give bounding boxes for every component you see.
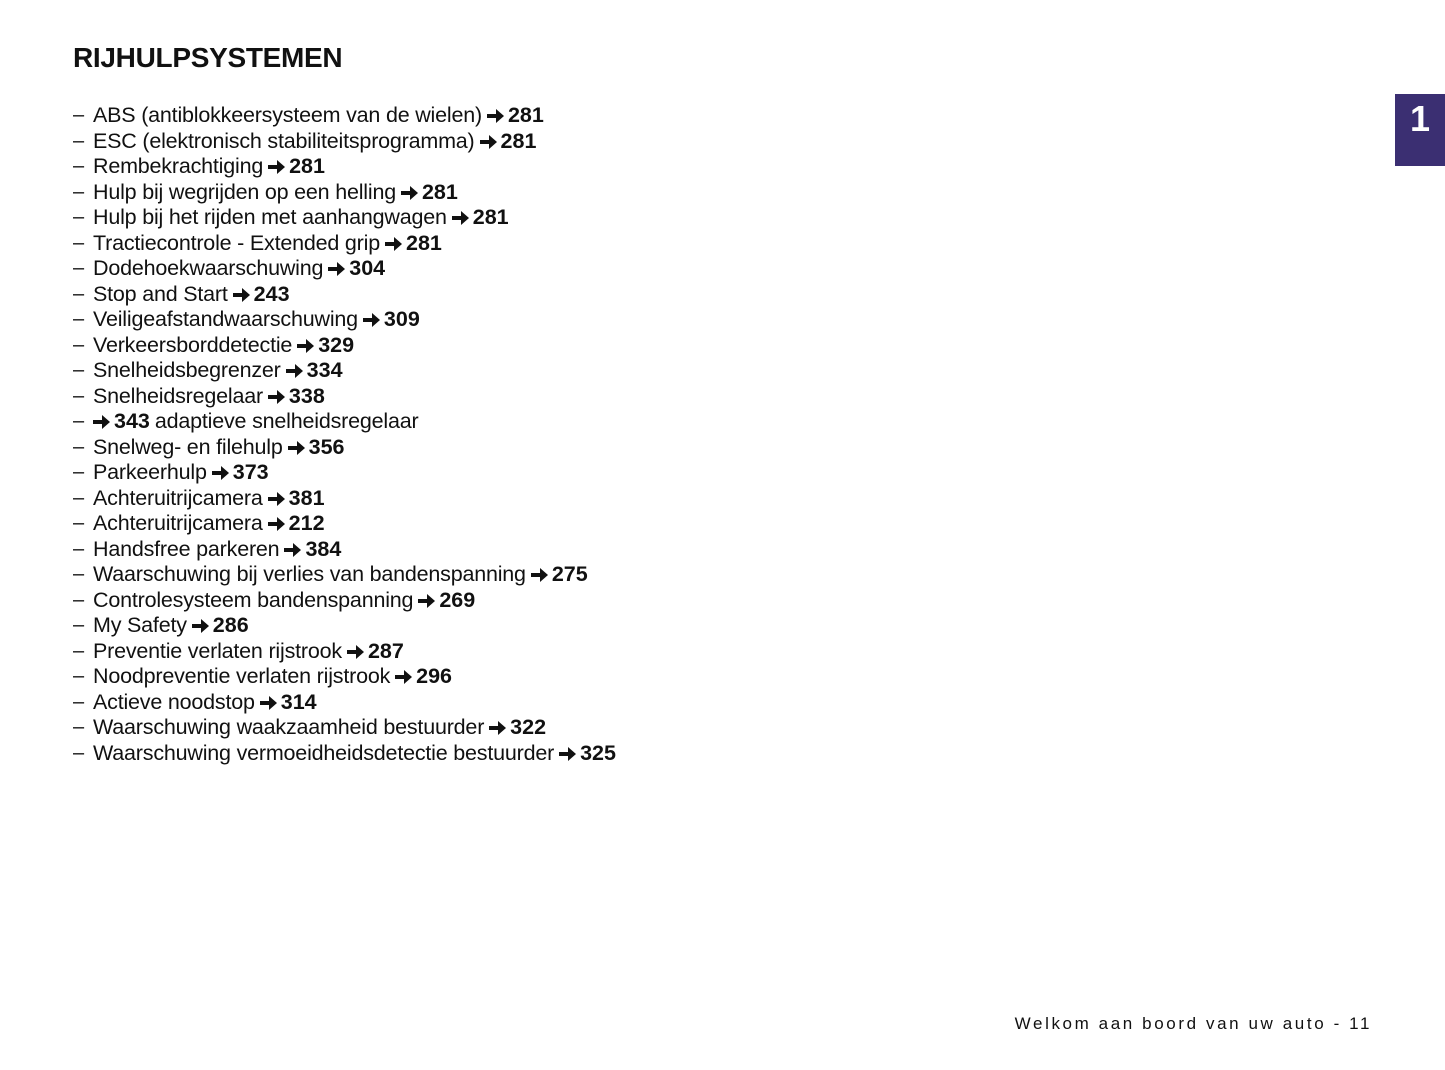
page-reference-link[interactable] — [286, 358, 343, 384]
page-number: 322 — [510, 715, 547, 739]
page-number: 296 — [416, 664, 453, 688]
list-item-label: My Safety — [93, 613, 187, 637]
arrow-right-icon — [487, 108, 505, 124]
page-number: 212 — [288, 511, 325, 535]
list-item-label: Achteruitrijcamera — [93, 485, 263, 510]
bullet-dash: – — [73, 741, 85, 764]
bullet-dash: – — [73, 665, 85, 687]
arrow-right-icon — [233, 287, 251, 303]
list-item-label: Actieve noodstop — [93, 689, 255, 714]
chapter-tab — [1395, 94, 1445, 166]
list-item-label: ABS (antiblokkeersysteem van de wielen) — [93, 103, 482, 127]
list-item-label: Rembekrachtiging — [93, 154, 264, 178]
list-item-label: ESC (elektronisch stabiliteitsprogramma) — [93, 128, 475, 153]
page-reference-link[interactable] — [212, 460, 269, 486]
arrow-right-icon — [192, 618, 210, 634]
arrow-right-icon — [212, 465, 230, 481]
bullet-dash: – — [73, 461, 85, 483]
page-number: 269 — [439, 587, 476, 612]
page-reference-link[interactable] — [268, 486, 325, 512]
list-item-label: Snelheidsbegrenzer — [93, 358, 281, 382]
page-reference-link[interactable] — [418, 588, 475, 614]
bullet-dash: – — [73, 231, 85, 254]
page-reference-link[interactable] — [559, 741, 616, 767]
page-reference-link[interactable] — [268, 384, 325, 410]
bullet-dash: – — [73, 155, 85, 177]
list-item-label: Controlesysteem bandenspanning — [93, 587, 414, 612]
page-number: 338 — [288, 383, 325, 408]
page-reference-link[interactable] — [297, 333, 354, 359]
bullet-dash: – — [73, 359, 85, 381]
list-item — [73, 511, 616, 537]
page-reference-link[interactable] — [385, 231, 442, 257]
arrow-right-icon — [452, 210, 470, 226]
list-item — [73, 282, 616, 308]
page-reference-link[interactable] — [531, 562, 588, 588]
list-item-label: adaptieve snelheidsregelaar — [154, 409, 419, 433]
arrow-right-icon — [489, 720, 507, 736]
page-number: 314 — [280, 689, 317, 714]
arrow-right-icon — [297, 338, 315, 354]
bullet-dash: – — [73, 690, 85, 713]
page-reference-link[interactable] — [487, 103, 544, 129]
page-number: 304 — [349, 256, 386, 280]
list-item — [73, 154, 616, 180]
page-reference-link[interactable] — [401, 180, 458, 206]
list-item — [73, 129, 616, 155]
arrow-right-icon — [268, 159, 286, 175]
arrow-right-icon — [284, 542, 302, 558]
list-item — [73, 333, 616, 359]
bullet-dash: – — [73, 639, 85, 662]
arrow-right-icon — [559, 746, 577, 762]
page-number: 281 — [405, 230, 442, 255]
bullet-dash: – — [73, 486, 85, 509]
arrow-right-icon — [347, 644, 365, 660]
page-number: 275 — [551, 562, 588, 586]
page-reference-link[interactable] — [284, 537, 341, 563]
list-item — [73, 486, 616, 512]
list-item-label: Snelweg- en filehulp — [93, 434, 283, 459]
page-number: 309 — [383, 307, 420, 331]
page-number: 329 — [318, 332, 355, 357]
page-number: 343 — [114, 409, 150, 433]
list-item — [73, 613, 616, 639]
list-item — [73, 639, 616, 665]
arrow-right-icon — [93, 414, 111, 430]
list-item — [73, 715, 616, 741]
list-item-label: Snelheidsregelaar — [93, 383, 263, 408]
list-item-label: Dodehoekwaarschuwing — [93, 256, 324, 280]
page-number: 381 — [288, 485, 325, 510]
list-item-label: Parkeerhulp — [93, 460, 207, 484]
bullet-dash: – — [73, 512, 85, 534]
page-number: 384 — [305, 536, 342, 561]
list-item-label: Waarschuwing vermoeidheidsdetectie bestuurder — [93, 740, 555, 765]
arrow-right-icon — [363, 312, 381, 328]
arrow-right-icon — [480, 134, 498, 150]
list-item-label: Verkeersborddetectie — [93, 332, 293, 357]
page-number: 356 — [308, 434, 345, 459]
list-item-label: Achteruitrijcamera — [93, 511, 263, 535]
arrow-right-icon — [288, 440, 306, 456]
list-item-label: Noodpreventie verlaten rijstrook — [93, 664, 391, 688]
list-item — [73, 588, 616, 614]
page-reference-link[interactable] — [192, 613, 249, 639]
list-item — [73, 256, 616, 282]
page-number: 286 — [212, 613, 249, 637]
list-item — [73, 435, 616, 461]
page-number: 325 — [580, 740, 616, 765]
page-title: RIJHULPSYSTEMEN — [73, 42, 343, 73]
page-number: 243 — [253, 281, 290, 306]
list-item — [73, 664, 616, 690]
page-number: 334 — [306, 358, 343, 382]
page-footer: Welkom aan boord van uw auto - 11 — [1014, 1014, 1372, 1033]
page-reference-link[interactable] — [363, 307, 420, 333]
list-item — [73, 741, 616, 767]
arrow-right-icon — [286, 363, 304, 379]
bullet-dash: – — [73, 563, 85, 585]
bullet-dash: – — [73, 410, 85, 432]
list-item-label: Preventie verlaten rijstrook — [93, 638, 342, 663]
arrow-right-icon — [385, 236, 403, 252]
page-reference-link[interactable] — [288, 435, 345, 461]
list-item-label: Hulp bij wegrijden op een helling — [93, 179, 396, 204]
arrow-right-icon — [268, 516, 286, 532]
arrow-right-icon — [401, 185, 419, 201]
bullet-dash: – — [73, 333, 85, 356]
list-item — [73, 409, 616, 435]
list-item-label: Tractiecontrole - Extended grip — [93, 230, 380, 255]
bullet-dash: – — [73, 614, 85, 636]
bullet-dash: – — [73, 282, 85, 305]
page-number: 281 — [421, 179, 458, 204]
arrow-right-icon — [531, 567, 549, 583]
list-item-label: Handsfree parkeren — [93, 536, 280, 561]
page-reference-link[interactable] — [268, 154, 325, 180]
page-reference-link[interactable] — [328, 256, 385, 282]
arrow-right-icon — [268, 491, 286, 507]
bullet-dash: – — [73, 104, 85, 126]
page-reference-link[interactable] — [268, 511, 325, 537]
page-reference-link[interactable] — [347, 639, 404, 665]
page-reference-link[interactable] — [489, 715, 546, 741]
list-item — [73, 358, 616, 384]
bullet-dash: – — [73, 129, 85, 152]
page-number: 373 — [232, 460, 269, 484]
bullet-dash: – — [73, 206, 85, 228]
list-item — [73, 562, 616, 588]
bullet-dash: – — [73, 588, 85, 611]
list-item — [73, 205, 616, 231]
page-reference-link[interactable] — [395, 664, 452, 690]
list-item-label: Veiligeafstandwaarschuwing — [93, 307, 358, 331]
list-item-label: Stop and Start — [93, 281, 228, 306]
list-item-label: Hulp bij het rijden met aanhangwagen — [93, 205, 447, 229]
bullet-dash: – — [73, 716, 85, 738]
feature-list — [73, 103, 616, 766]
arrow-right-icon — [395, 669, 413, 685]
page-number: 287 — [367, 638, 404, 663]
bullet-dash: – — [73, 435, 85, 458]
arrow-right-icon — [260, 695, 278, 711]
list-item — [73, 460, 616, 486]
page-number: 281 — [289, 154, 325, 178]
list-item — [73, 180, 616, 206]
list-item — [73, 384, 616, 410]
list-item — [73, 307, 616, 333]
page-reference-link[interactable] — [260, 690, 317, 716]
bullet-dash: – — [73, 308, 85, 330]
bullet-dash: – — [73, 384, 85, 407]
arrow-right-icon — [418, 593, 436, 609]
list-item — [73, 103, 616, 129]
list-item-label: Waarschuwing waakzaamheid bestuurder — [93, 715, 485, 739]
list-item — [73, 537, 616, 563]
page-number: 281 — [472, 205, 509, 229]
bullet-dash: – — [73, 180, 85, 203]
page-number: 281 — [500, 128, 537, 153]
page-reference-link[interactable] — [233, 282, 290, 308]
bullet-dash: – — [73, 537, 85, 560]
page-reference-link[interactable] — [93, 409, 150, 435]
arrow-right-icon — [328, 261, 346, 277]
list-item — [73, 690, 616, 716]
chapter-number: 1 — [1409, 98, 1431, 139]
list-item-label: Waarschuwing bij verlies van bandenspanning — [93, 562, 526, 586]
page-number: 281 — [507, 103, 544, 127]
page-reference-link[interactable] — [480, 129, 537, 155]
list-item — [73, 231, 616, 257]
arrow-right-icon — [268, 389, 286, 405]
page-reference-link[interactable] — [452, 205, 509, 231]
bullet-dash: – — [73, 257, 85, 279]
